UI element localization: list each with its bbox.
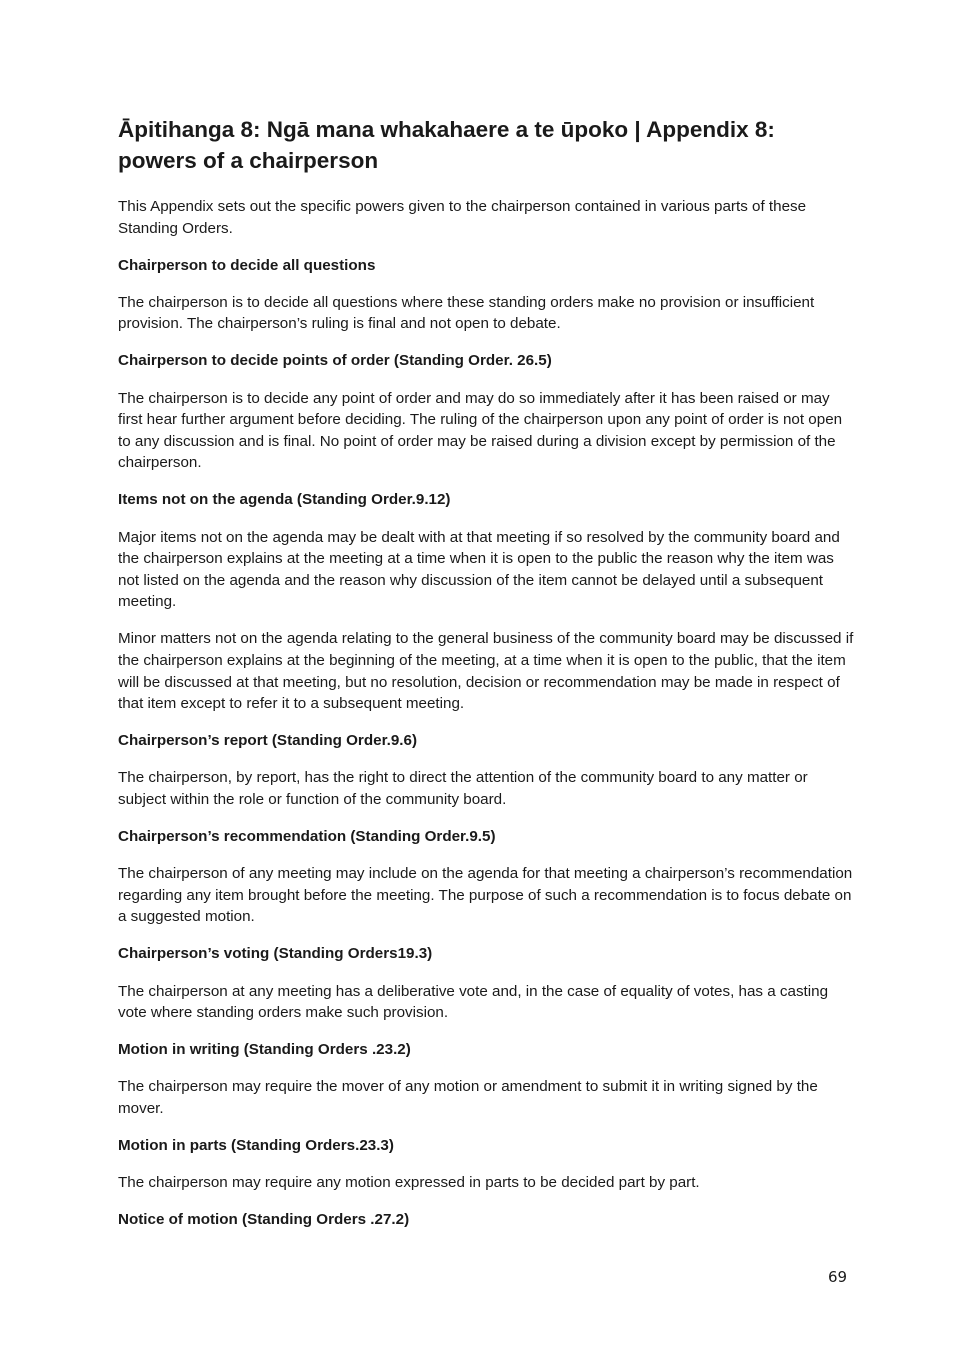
page-title: Āpitihanga 8: Ngā mana whakahaere a te ūpoko | Appendix 8: powers of a chairperson [118, 117, 775, 173]
section-heading-motion-in-writing: Motion in writing (Standing Orders .23.2) [118, 1041, 411, 1059]
section-heading-motion-in-parts: Motion in parts (Standing Orders.23.3) [118, 1137, 394, 1154]
section-heading-items-not-on-agenda: Items not on the agenda (Standing Order.9.12) [118, 491, 451, 509]
section-paragraph: The chairperson at any meeting has a deliberative vote and, in the case of equality of votes, has a casting vote where standing orders make such provision. [118, 982, 829, 1022]
section-paragraph: The chairperson may require any motion expressed in parts to be decided part by part. [118, 1174, 700, 1192]
section-heading-chairpersons-report: Chairperson’s report (Standing Order.9.6) [118, 732, 418, 750]
section-heading-chairpersons-voting: Chairperson’s voting (Standing Orders19.3) [118, 945, 433, 963]
section-paragraph: The chairperson may require the mover of any motion or amendment to submit it in writing signed by the mover. [118, 1078, 818, 1117]
document-page [118, 114, 858, 1246]
section-paragraph: The chairperson, by report, has the right to direct the attention of the community board to any matter or subject within the role or function of the community board. [118, 769, 808, 808]
section-heading-points-of-order: Chairperson to decide points of order (Standing Order. 26.5) [118, 352, 552, 370]
section-paragraph: Minor matters not on the agenda relating to the general business of the community board may be discussed if the chairperson explains at the beginning of the meeting, at a time when it is open to the public, that the item will be discussed at that meeting, but no resolution, decision or recommendation may be made in respect of that item except to refer it to a subsequent meeting. [118, 630, 854, 713]
section-paragraph: The chairperson of any meeting may include on the agenda for that meeting a chairperson’s recommendation regarding any item brought before the meeting. The purpose of such a recommendation is to focus debate on a suggested motion. [118, 865, 853, 926]
section-paragraph: Major items not on the agenda may be dealt with at that meeting if so resolved by the community board and the chairperson explains at the meeting at a time when it is open to the public the reason why the item was not listed on the agenda and the reason why discussion of the item cannot be delayed until a subsequent meeting. [118, 528, 840, 611]
section-heading-decide-questions: Chairperson to decide all questions [118, 256, 376, 274]
section-paragraph: The chairperson is to decide all questions where these standing orders make no provision or insufficient provision. The chairperson’s ruling is final and not open to debate. [118, 293, 815, 333]
section-heading-chairpersons-recommendation: Chairperson’s recommendation (Standing Order.9.5) [118, 828, 496, 846]
section-paragraph: The chairperson is to decide any point of order and may do so immediately after it has been raised or may first hear further argument before deciding. The ruling of the chairperson upon any point of order is not open to any discussion and is final. No point of order may be raised during a division except by permission of the chairperson. [118, 389, 843, 472]
page-number: 69 [828, 1268, 848, 1286]
section-heading-notice-of-motion: Notice of motion (Standing Orders .27.2) [118, 1211, 410, 1229]
intro-paragraph: This Appendix sets out the specific powers given to the chairperson contained in various parts of these Standing Orders. [118, 198, 807, 237]
